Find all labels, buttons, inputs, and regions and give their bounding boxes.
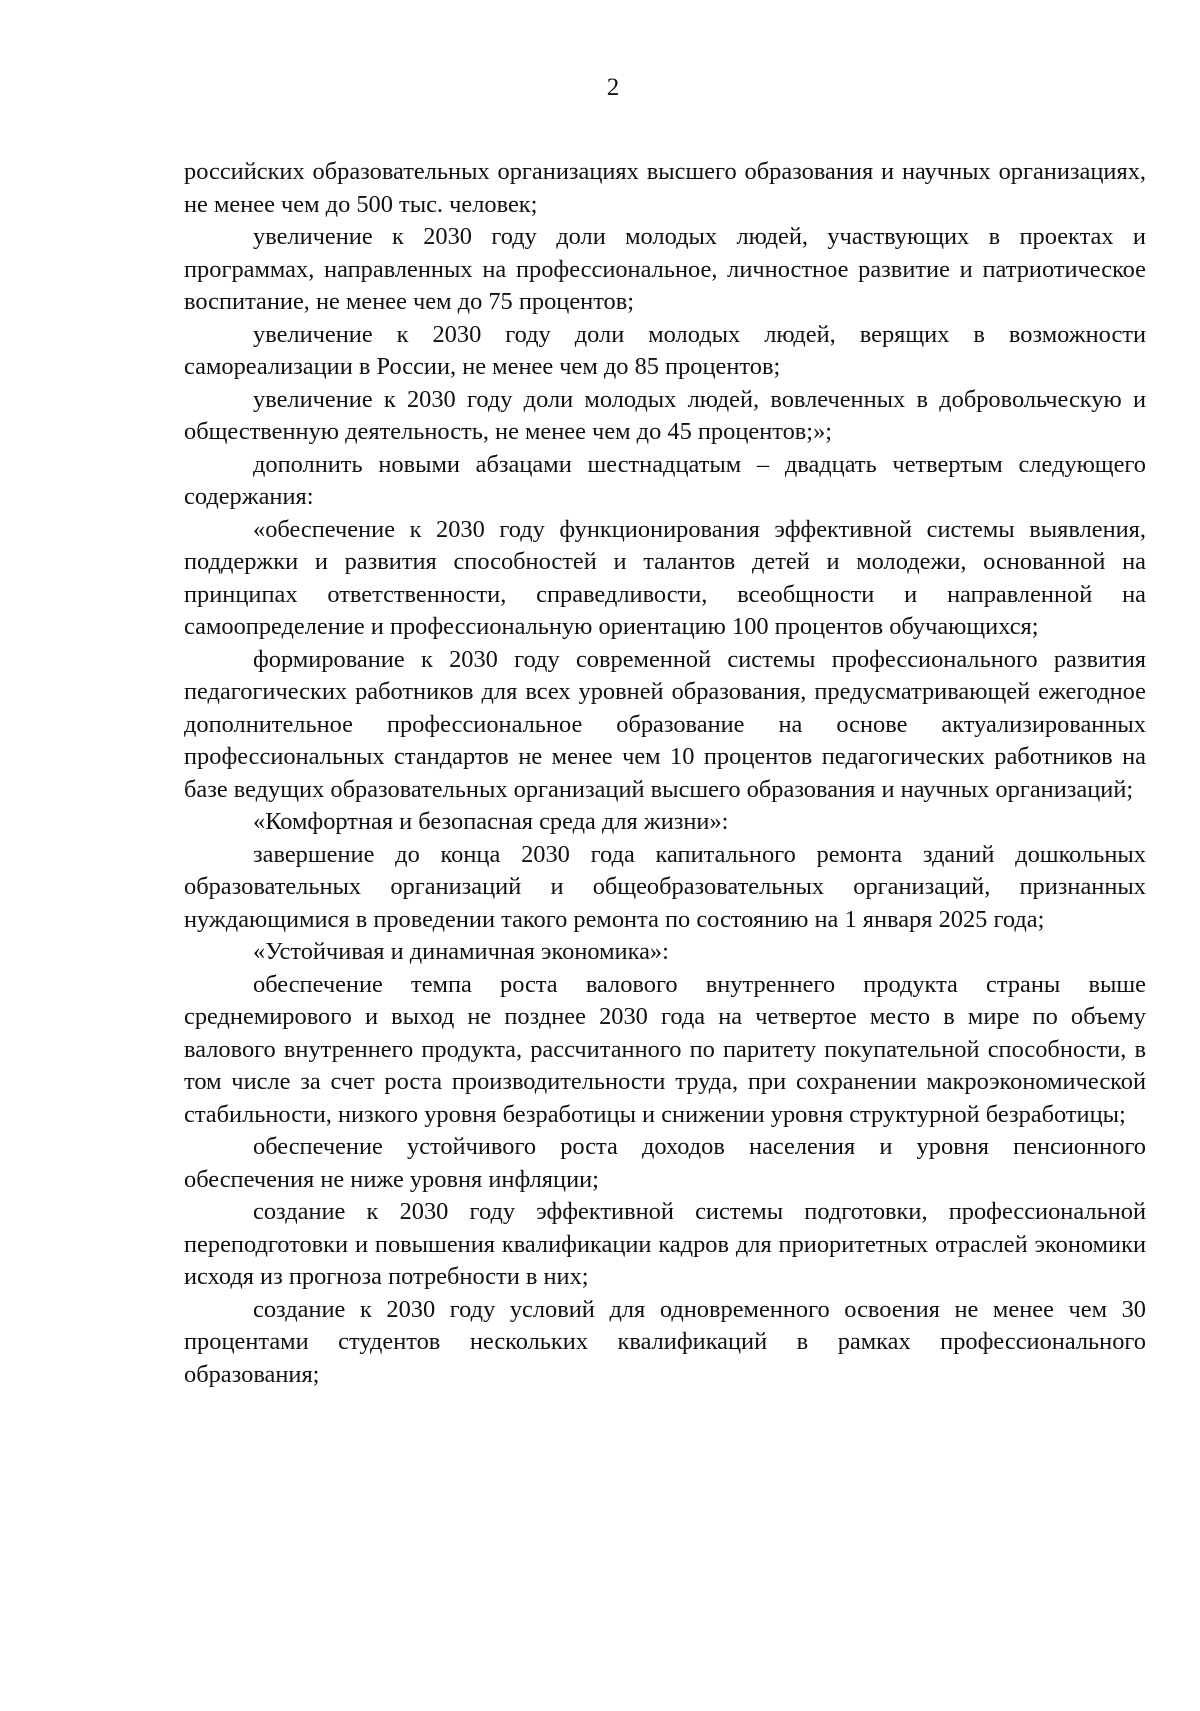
paragraph: «Устойчивая и динамичная экономика»: [253,938,669,965]
paragraph: «обеспечение к 2030 году функционирования эффективной системы выявления, поддержки и развития способностей и талантов детей и молодежи, основанной на принципах ответственности, справедливости, всеобщности и направленной на самоопределение и профессиональную ориентацию 100 процентов обучающихся; [184,515,1146,640]
paragraph: обеспечение устойчивого роста доходов населения и уровня пенсионного обеспечения не ниже уровня инфляции; [184,1133,1146,1193]
paragraph: обеспечение темпа роста валового внутреннего продукта страны выше среднемирового и выход не позднее 2030 года на четвертое место в мире по объему валового внутреннего продукта, рассчитанного по паритету покупательной способности, в том числе за счет роста производительности труда, при сохранении макроэкономической стабильности, низкого уровня безработицы и снижении уровня структурной безработицы; [184,970,1146,1128]
paragraph: увеличение к 2030 году доли молодых людей, участвующих в проектах и программах, направленных на профессиональное, личностное развитие и патриотическое воспитание, не менее чем до 75 процентов; [184,223,1146,315]
paragraph: создание к 2030 году эффективной системы подготовки, профессиональной переподготовки и повышения квалификации кадров для приоритетных отраслей экономики исходя из прогноза потребности в них; [184,1198,1146,1290]
paragraph: создание к 2030 году условий для одновременного освоения не менее чем 30 процентами студентов нескольких квалификаций в рамках профессионального образования; [184,1295,1146,1388]
paragraph: «Комфортная и безопасная среда для жизни»: [253,808,729,835]
paragraph: дополнить новыми абзацами шестнадцатым – двадцать четвертым следующего содержания: [184,450,1146,510]
paragraph: завершение до конца 2030 года капитального ремонта зданий дошкольных образовательных организаций и общеобразовательных организаций, признанных нуждающимися в проведении такого ремонта по состоянию на 1 января 2025 года; [184,840,1146,933]
paragraph: российских образовательных организациях высшего образования и научных организациях, не менее чем до 500 тыс. человек; [184,158,1146,218]
paragraph: увеличение к 2030 году доли молодых людей, верящих в возможности самореализации в России, не менее чем до 85 процентов; [184,320,1146,380]
paragraph: увеличение к 2030 году доли молодых людей, вовлеченных в добровольческую и общественную деятельность, не менее чем до 45 процентов;»; [184,385,1146,445]
document-body [184,156,1146,1391]
paragraph: формирование к 2030 году современной системы профессионального развития педагогических работников для всех уровней образования, предусматривающей ежегодное дополнительное профессиональное образование на основе актуализированных профессиональных стандартов не менее чем 10 процентов педагогических работников на базе ведущих образовательных организаций высшего образования и научных организаций; [184,645,1146,803]
page-number: 2 [606,74,620,101]
